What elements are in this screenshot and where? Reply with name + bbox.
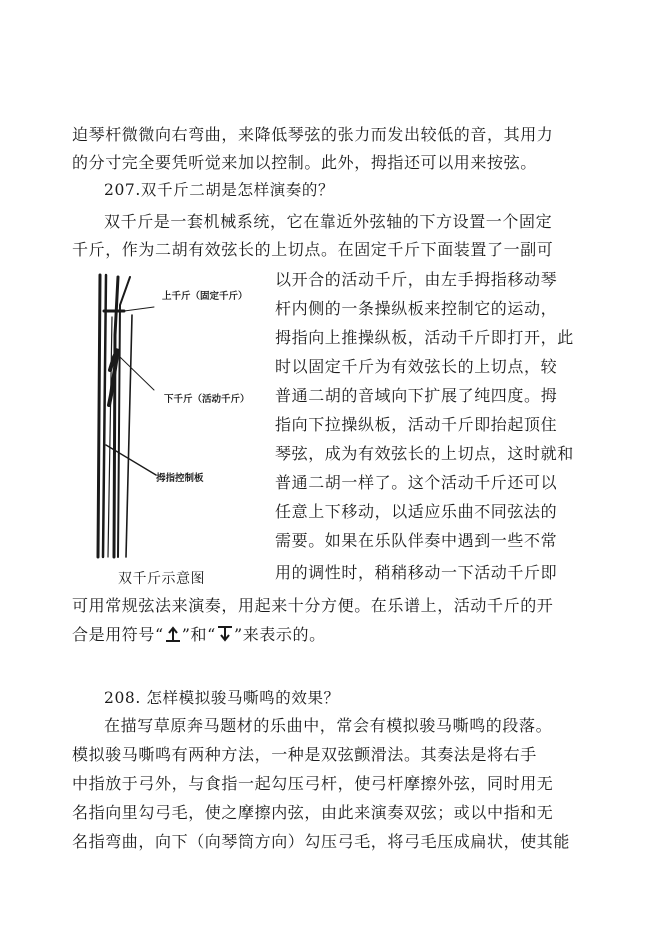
paragraph-line: 的分寸完全要凭听觉来加以控制。此外，拇指还可以用来按弦。	[72, 153, 537, 172]
paragraph-line: 在描写草原奔马题材的乐曲中，常会有模拟骏马嘶鸣的段落。	[104, 716, 553, 735]
paragraph-line-symbols	[72, 625, 326, 648]
paragraph-line: 任意上下移动，以适应乐曲不同弦法的	[275, 502, 558, 521]
section-heading-207: 207.双千斤二胡是怎样演奏的？	[104, 181, 335, 199]
paragraph-line: 琴弦，成为有效弦长的上切点，这时就和	[275, 444, 574, 463]
label-thumb-plate: 拇指控制板	[156, 473, 204, 484]
nut-open-symbol-icon	[164, 625, 182, 648]
paragraph-line: 杆内侧的一条操纵板来控制它的运动，	[275, 299, 558, 318]
paragraph-line: 普通二胡一样了。这个活动千斤还可以	[275, 473, 558, 492]
paragraph-line: 需要。如果在乐队伴奏中遇到一些不常	[275, 531, 558, 550]
paragraph-line: 拇指向上推操纵板，活动千斤即打开，此	[275, 328, 574, 347]
paragraph-line: 普通二胡的音域向下扩展了纯四度。拇	[275, 386, 558, 405]
text-segment: ”和“	[181, 625, 216, 644]
paragraph-line: 用的调性时，稍稍移动一下活动千斤即	[275, 563, 558, 582]
text-segment: 合是用符号“	[72, 625, 164, 644]
paragraph-line: 名指弯曲，向下（向琴筒方向）勾压弓毛，将弓毛压成扁状，使其能	[72, 832, 571, 851]
diagram-drawing	[84, 265, 270, 565]
paragraph-line: 可用常规弦法来演奏，用起来十分方便。在乐谱上，活动千斤的开	[72, 596, 554, 615]
nut-close-symbol-icon	[216, 625, 234, 648]
paragraph-line: 迫琴杆微微向右弯曲，来降低琴弦的张力而发出较低的音，其用力	[72, 125, 554, 144]
double-nut-diagram	[84, 265, 270, 580]
paragraph-line: 以开合的活动千斤，由左手拇指移动琴	[275, 270, 558, 289]
text-segment: ”来表示的。	[233, 625, 326, 644]
paragraph-line: 模拟骏马嘶鸣有两种方法，一种是双弦颤滑法。其奏法是将右手	[72, 745, 537, 764]
paragraph-line: 名指向里勾弓毛，使之摩擦内弦，由此来演奏双弦；或以中指和无	[72, 803, 554, 822]
paragraph-line: 指向下拉操纵板，活动千斤即抬起顶住	[275, 415, 558, 434]
figure-caption: 双千斤示意图	[118, 571, 205, 587]
section-heading-208: 208. 怎样模拟骏马嘶鸣的效果？	[104, 689, 340, 707]
label-lower-nut: 下千斤（活动千斤）	[164, 394, 250, 405]
paragraph-line: 中指放于弓外，与食指一起勾压弓杆，使弓杆摩擦外弦，同时用无	[72, 774, 554, 793]
paragraph-line: 双千斤是一套机械系统，它在靠近外弦轴的下方设置一个固定	[104, 212, 553, 231]
paragraph-line: 时以固定千斤为有效弦长的上切点，较	[275, 357, 558, 376]
paragraph-line: 千斤，作为二胡有效弦长的上切点。在固定千斤下面装置了一副可	[72, 240, 554, 259]
label-upper-nut: 上千斤（固定千斤）	[162, 291, 248, 302]
